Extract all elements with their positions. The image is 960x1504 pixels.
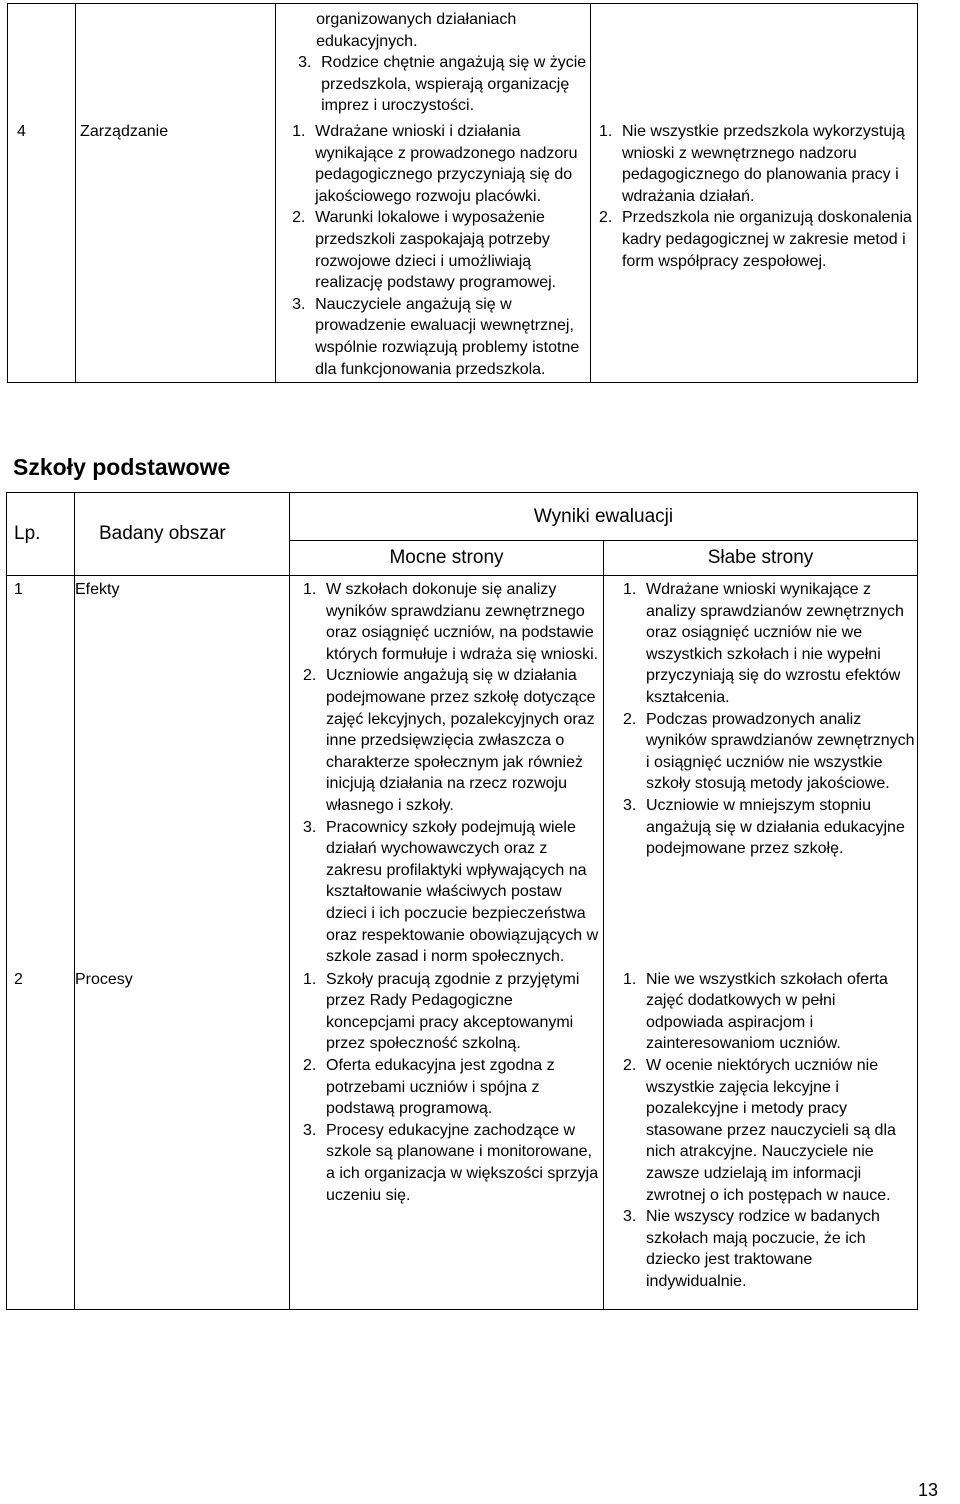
- list-item: 1. Szkoły pracują zgodnie z przyjętymi przez Rady Pedagogiczne koncepcjami pracy akceptowanymi przez społeczność szkolną.: [303, 970, 580, 1053]
- weak-points-cell: [590, 121, 917, 383]
- header-weak: Słabe strony: [604, 541, 918, 576]
- list-item: organizowanych działaniach edukacyjnych.: [316, 11, 517, 50]
- top-evaluation-table: [7, 3, 918, 383]
- header-lp: Lp.: [7, 493, 75, 576]
- list-item: 1. Wdrażane wnioski wynikające z analizy sprawdzianów zewnętrznych oraz osiągnięć uczniów nie we wszystkich szkołach i nie wypełni przyczyniają się do wzrostu efektów kształcenia.: [623, 581, 904, 706]
- continuation-cell: [276, 4, 591, 121]
- list-item: 2. Warunki lokalowe i wyposażenie przedszkoli zaspokajają potrzeby rozwojowe dzieci i umożliwiają realizację podstawy programowej.: [292, 209, 557, 292]
- strong-points-cell: [276, 121, 591, 383]
- table-row: 2 Procesy 1. Szkoły pracują zgodnie z przyjętymi przez Rady Pedagogiczne koncepcjami pracy akceptowanymi przez społeczność szkolną. 2. Oferta edukacyjna jest zgodna z potrzebami uczniów i spójna z podstawą programową. 3. Procesy edukacyjne zachodzące w szkole są planowane i monitorowane, a ich organizacja w większości sprzyja uczeniu się. 1. Nie we wszystkich szkołach oferta zajęć dodatkowych w pełni odpowiada aspiracjom i zainteresowaniom uczniów. 2. W ocenie niektórych uczniów nie wszystkie zajęcia lekcyjne i pozalekcyjne i metody pracy stasowane przez nauczycieli są dla nich atrakcyjne. Nauczyciele nie zawsze udzielają im informacji zwrotnej o ich postępach w nauce. 3. Nie wszyscy rodzice w badanych szkołach mają poczucie, że ich dziecko jest traktowane indywidualnie.: [7, 968, 918, 1310]
- strong-points-cell: [290, 968, 604, 1310]
- list-item: 2. Podczas prowadzonych analiz wyników sprawdzianów zewnętrznych i osiągnięć uczniów nie wszystkie szkoły stosują metody jakościowe.: [623, 710, 915, 793]
- list-item: 3. Nie wszyscy rodzice w badanych szkołach mają poczucie, że ich dziecko jest traktowane indywidualnie.: [623, 1208, 880, 1290]
- list-item: 3. Uczniowie w mniejszym stopniu angażują się w działania edukacyjne podejmowane przez szkołę.: [623, 796, 905, 858]
- list-item: 1. W szkołach dokonuje się analizy wyników sprawdzianu zewnętrznego oraz osiągnięć uczniów, na podstawie których formułuje i wdraża się wnioski.: [303, 581, 599, 663]
- weak-points-cell: [604, 968, 918, 1310]
- header-area: Badany obszar: [75, 493, 290, 576]
- strong-points-list: [292, 121, 590, 380]
- list-item: 2. Przedszkola nie organizują doskonalenia kadry pedagogicznej w zakresie metod i form współpracy zespołowej.: [598, 209, 912, 270]
- table-row: 1 Efekty 1. W szkołach dokonuje się analizy wyników sprawdzianu zewnętrznego oraz osiągnięć uczniów, na podstawie których formułuje i wdraża się wnioski. 2. Uczniowie angażują się w działania podejmowane przez szkołę dotyczące zajęć lekcyjnych, pozalekcyjnych oraz inne przedsięwzięcia zwłaszcza o charakterze społecznym jak również inicjują działania na rzecz rozwoju własnego i szkoły. 3. Pracownicy szkoły podejmują wiele działań wychowawczych oraz z zakresu profilaktyki wpływających na kształtowanie właściwych postaw dzieci i ich poczucie bezpieczeństwa oraz respektowanie obowiązujących w szkole zasad i norm społecznych. 1. Wdrażane wnioski wynikające z analizy sprawdzianów zewnętrznych oraz osiągnięć uczniów nie we wszystkich szkołach i nie wypełni przyczyniają się do wzrostu efektów kształcenia. 2. Podczas prowadzonych analiz wyników sprawdzianów zewnętrznych i osiągnięć uczniów nie wszystkie szkoły stosują metody jakościowe. 3. Uczniowie w mniejszym stopniu angażują się w działania edukacyjne podejmowane przez szkołę.: [7, 576, 918, 968]
- table-row: 4 Zarządzanie 1. Wdrażane wnioski i działania wynikające z prowadzonego nadzoru pedagogicznego przyczyniają się do jakościowego rozwoju placówki. 2. Warunki lokalowe i wyposażenie przedszkoli zaspokajają potrzeby rozwojowe dzieci i umożliwiają realizację podstawy programowej. 3. Nauczyciele angażują się w prowadzenie ewaluacji wewnętrznej, wspólnie rozwiązują problemy istotne dla funkcjonowania przedszkola. 1. Nie wszystkie przedszkola wykorzystują wnioski z wewnętrznego nadzoru pedagogicznego do planowania pracy i wdrażania działań. 2. Przedszkola nie organizują doskonalenia kadry pedagogicznej w zakresie metod i form współpracy zespołowej.: [8, 121, 918, 383]
- header-row: [7, 493, 918, 541]
- header-strong: Mocne strony: [290, 541, 604, 576]
- area-label: Procesy: [75, 970, 133, 988]
- list-item: 1. Nie wszystkie przedszkola wykorzystują wnioski z wewnętrznego nadzoru pedagogicznego do planowania pracy i wdrażania działań.: [598, 122, 905, 205]
- list-item: 3. Procesy edukacyjne zachodzące w szkole są planowane i monitorowane, a ich organizacja w większości sprzyja uczeniu się.: [303, 1121, 599, 1204]
- list-item: 2. Oferta edukacyjna jest zgodna z potrzebami uczniów i spójna z podstawą programową.: [303, 1057, 555, 1118]
- list-item: 2. W ocenie niektórych uczniów nie wszystkie zajęcia lekcyjne i pozalekcyjne i metody pracy stasowane przez nauczycieli są dla nich atrakcyjne. Nauczyciele nie zawsze udzielają im informacji zwrotnej o ich postępach w nauce.: [623, 1057, 896, 1204]
- section-title: Szkoły podstawowe: [13, 454, 231, 480]
- weak-points-list: [623, 579, 917, 860]
- list-item: 3. Rodzice chętnie angażują się w życie przedszkola, wspierają organizację imprez i uroczystości.: [298, 54, 587, 115]
- list-item: 3. Pracownicy szkoły podejmują wiele działań wychowawczych oraz z zakresu profilaktyki wpływających na kształtowanie właściwych postaw dzieci i ich poczucie bezpieczeństwa oraz respektowanie obowiązujących w szkole zasad i norm społecznych.: [303, 818, 599, 966]
- list-item: 2. Uczniowie angażują się w działania podejmowane przez szkołę dotyczące zajęć lekcyjnych, pozalekcyjnych oraz inne przedsięwzięcia zwłaszcza o charakterze społecznym jak również inicjują działania na rzecz rozwoju własnego i szkoły.: [303, 667, 596, 814]
- school-evaluation-table: [6, 492, 918, 1310]
- strong-points-list: [303, 579, 603, 968]
- list-item: 1. Nie we wszystkich szkołach oferta zajęć dodatkowych w pełni odpowiada aspiracjom i zainteresowaniom uczniów.: [623, 970, 888, 1053]
- list-item: 3. Nauczyciele angażują się w prowadzenie ewaluacji wewnętrznej, wspólnie rozwiązują problemy istotne dla funkcjonowania przedszkola.: [292, 295, 580, 378]
- area-label: Efekty: [75, 581, 120, 598]
- page-number: 13: [917, 1480, 938, 1500]
- strong-points-list: [303, 969, 603, 1207]
- list-item: 1. Wdrażane wnioski i działania wynikające z prowadzonego nadzoru pedagogicznego przyczyniają się do jakościowego rozwoju placówki.: [292, 122, 578, 205]
- header-results: Wyniki ewaluacji: [290, 493, 918, 541]
- table-row: [8, 4, 918, 121]
- weak-points-list: [599, 121, 917, 272]
- weak-points-list: [623, 969, 917, 1293]
- weak-points-cell: [604, 576, 918, 968]
- area-label: Zarządzanie: [80, 122, 169, 140]
- strong-points-cell: [290, 576, 604, 968]
